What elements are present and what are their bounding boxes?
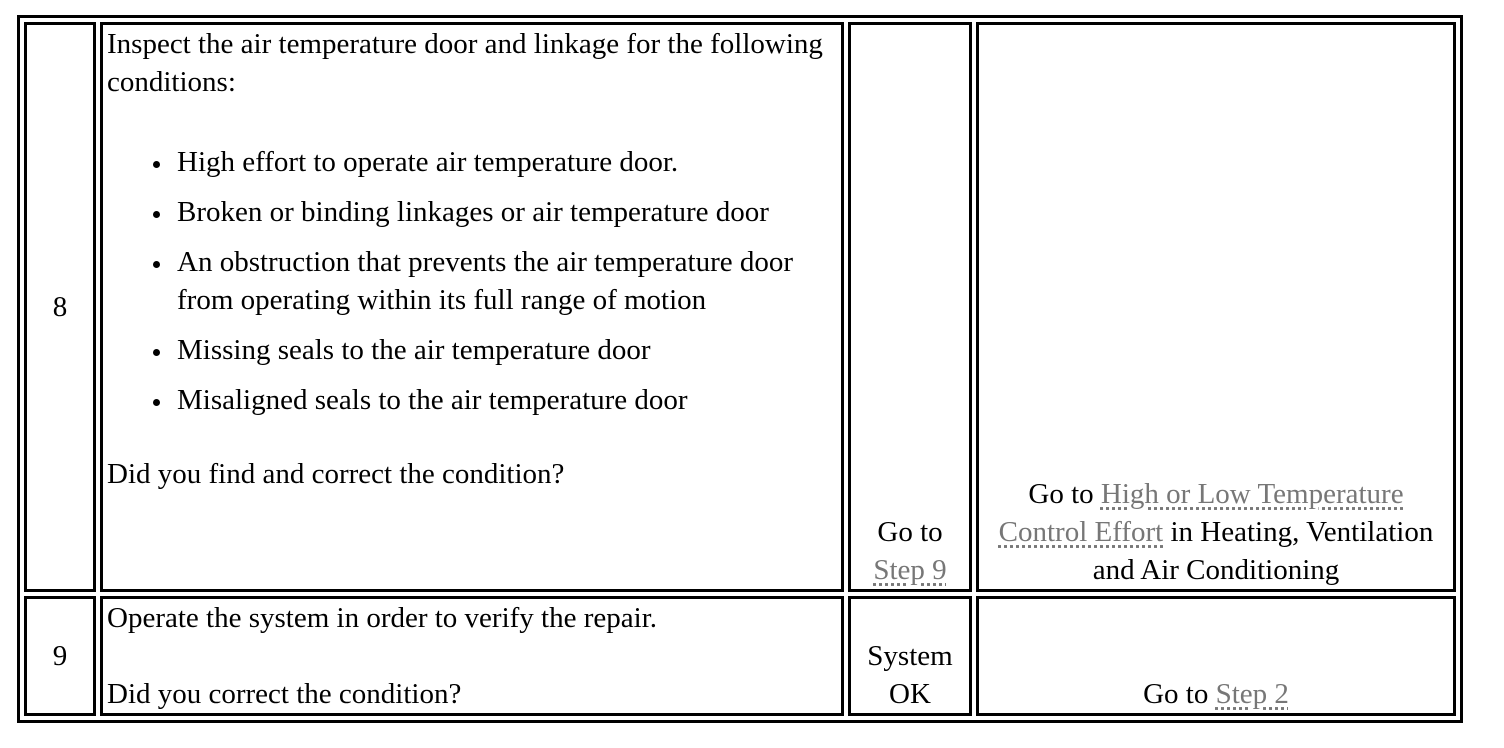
temperature-control-effort-link[interactable]: High or Low Temperature Control Effort: [998, 478, 1404, 548]
yes-prefix: Go to: [877, 516, 943, 548]
list-item: • Misaligned seals to the air temperature door: [173, 381, 837, 419]
list-item: • High effort to operate air temperature door.: [173, 143, 837, 181]
diagnostic-procedure-table: [17, 15, 1463, 723]
no-cell: [976, 596, 1456, 716]
list-item: • An obstruction that prevents the air temperature door from operating within its full range of motion: [173, 243, 837, 319]
no-cell: [976, 22, 1456, 592]
action-cell: [100, 22, 844, 592]
no-prefix: Go to: [1028, 478, 1094, 510]
step-number: 9: [24, 596, 96, 716]
action-intro: Operate the system in order to verify the repair.: [107, 602, 657, 634]
action-intro: Inspect the air temperature door and linkage for the following conditions:: [107, 28, 823, 98]
step-9-link[interactable]: Step 9: [873, 554, 947, 586]
list-item: • Missing seals to the air temperature door: [173, 331, 837, 369]
condition-list: [107, 143, 837, 419]
yes-cell: [848, 22, 972, 592]
step-2-link[interactable]: Step 2: [1215, 678, 1289, 710]
yes-cell: System OK: [848, 596, 972, 716]
list-item: • Broken or binding linkages or air temperature door: [173, 193, 837, 231]
no-suffix: in Heating, Ventilation and Air Conditioning: [1092, 516, 1434, 586]
no-prefix: Go to: [1143, 678, 1209, 710]
action-question: Did you correct the condition?: [107, 678, 462, 710]
table-row: [24, 596, 1456, 716]
table-row: [24, 22, 1456, 592]
action-cell: [100, 596, 844, 716]
action-question: Did you find and correct the condition?: [107, 458, 565, 490]
step-number: 8: [24, 22, 96, 592]
